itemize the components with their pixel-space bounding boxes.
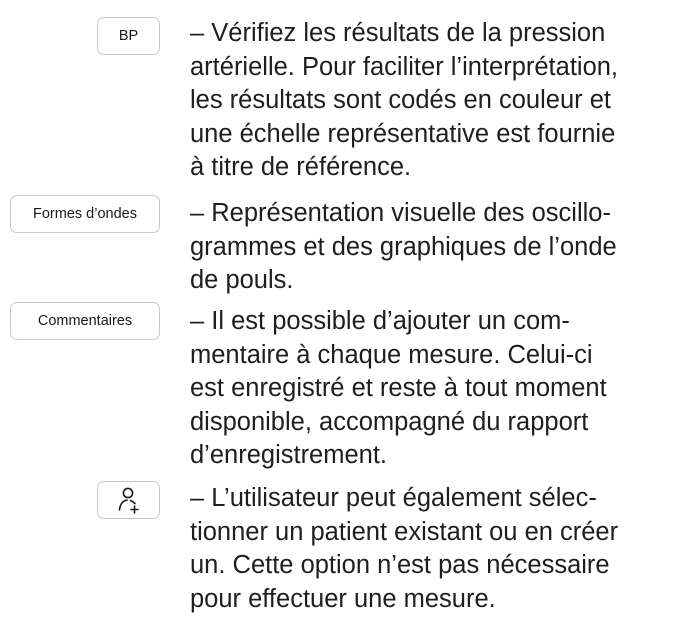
waveforms-description <box>190 197 670 298</box>
description-line: – Vérifiez les résultats de la pression <box>190 19 606 47</box>
description-line: mentaire à chaque mesure. Celui-ci <box>190 340 593 369</box>
description-line: disponible, accompagné du rapport <box>190 407 589 436</box>
description-line: une échelle représentative est fournie <box>190 119 616 148</box>
description-line: – L’utilisateur peut également sélec- <box>190 484 597 512</box>
description-line: les résultats sont codés en couleur et <box>190 86 611 114</box>
waveforms-button[interactable]: Formes d’ondes <box>10 195 160 233</box>
bp-description <box>190 17 670 185</box>
description-line: artérielle. Pour faciliter l’interprétation, <box>190 52 619 81</box>
comments-button[interactable]: Commentaires <box>10 302 160 340</box>
description-line: – Il est possible d’ajouter un com- <box>190 307 570 335</box>
bp-button[interactable]: BP <box>97 17 160 55</box>
comments-description <box>190 305 670 473</box>
add-patient-button[interactable] <box>97 481 160 519</box>
description-line: tionner un patient existant ou en créer <box>190 517 619 546</box>
description-line: pour effectuer une mesure. <box>190 584 496 613</box>
description-line: de pouls. <box>190 266 294 294</box>
description-line: d’enregistrement. <box>190 441 388 469</box>
description-line: à titre de référence. <box>190 153 412 181</box>
description-line: est enregistré et reste à tout moment <box>190 374 607 402</box>
description-line: grammes et des graphiques de l’onde <box>190 232 617 261</box>
add-patient-icon <box>116 485 142 515</box>
add-patient-description <box>190 482 670 616</box>
description-line: un. Cette option n’est pas nécessaire <box>190 551 610 579</box>
description-line: – Représentation visuelle des oscillo- <box>190 199 611 227</box>
